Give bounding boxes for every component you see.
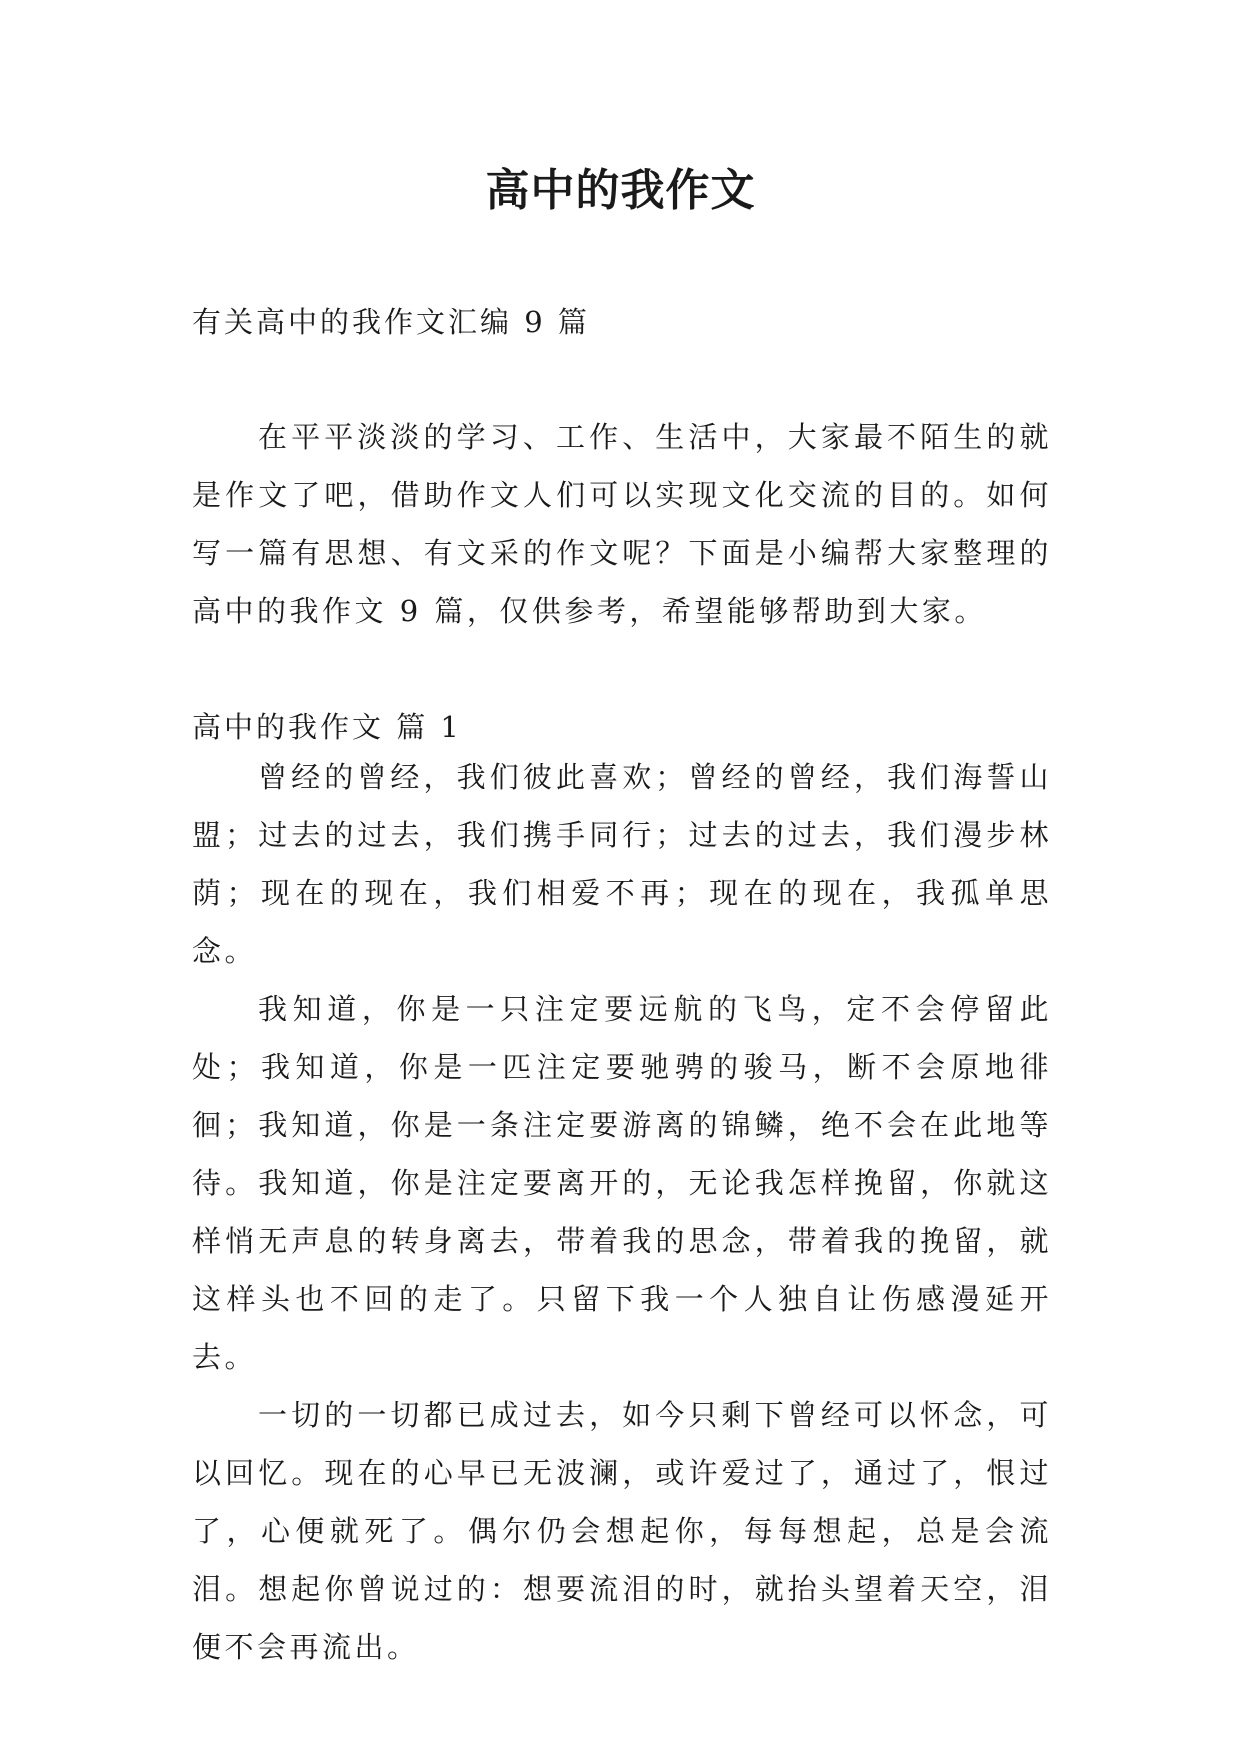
intro-block xyxy=(192,408,1052,640)
essay-paragraph-3: 一切的一切都已成过去，如今只剩下曾经可以怀念，可以回忆。现在的心早已无波澜，或许爱过了，通过了，恨过了，心便就死了。偶尔仍会想起你，每每想起，总是会流泪。想起你曾说过的：想要流泪的时，就抬头望着天空，泪便不会再流出。 xyxy=(192,1398,1052,1664)
section-heading: 高中的我作文 篇 1 xyxy=(192,710,462,744)
document-subtitle: 有关高中的我作文汇编 9 篇 xyxy=(192,305,590,339)
page-title: 高中的我作文 xyxy=(485,165,756,216)
essay-body xyxy=(192,748,1052,1676)
essay-paragraph-2: 我知道，你是一只注定要远航的飞鸟，定不会停留此处；我知道，你是一匹注定要驰骋的骏马，断不会原地徘徊；我知道，你是一条注定要游离的锦鳞，绝不会在此地等待。我知道，你是注定要离开的，无论我怎样挽留，你就这样悄无声息的转身离去，带着我的思念，带着我的挽留，就这样头也不回的走了。只留下我一个人独自让伤感漫延开去。 xyxy=(192,992,1052,1374)
intro-paragraph: 在平平淡淡的学习、工作、生活中，大家最不陌生的就是作文了吧，借助作文人们可以实现文化交流的目的。如何写一篇有思想、有文采的作文呢？下面是小编帮大家整理的高中的我作文 9 篇，仅供参考，希望能够帮助到大家。 xyxy=(192,420,1052,628)
essay-paragraph-1: 曾经的曾经，我们彼此喜欢；曾经的曾经，我们海誓山盟；过去的过去，我们携手同行；过去的过去，我们漫步林荫；现在的现在，我们相爱不再；现在的现在，我孤单思念。 xyxy=(192,760,1052,968)
